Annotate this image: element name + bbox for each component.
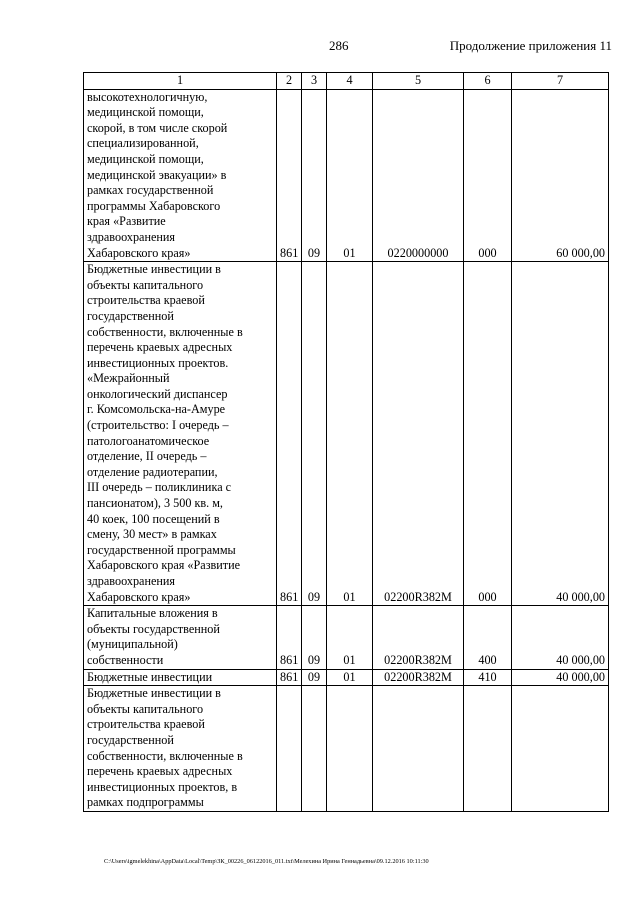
section-code-cell: 09 — [302, 606, 327, 669]
appendix-continuation-label: Продолжение приложения 11 — [449, 38, 612, 53]
table-row — [84, 686, 609, 812]
target-article-cell: 02200R382M — [373, 606, 464, 669]
description-line: собственности, включенные в — [87, 748, 243, 763]
target-article-cell: 02200R382M — [373, 669, 464, 686]
description-line: здравоохранения — [87, 229, 176, 244]
description-line: объекты государственной — [87, 621, 220, 636]
row-description — [84, 669, 277, 686]
subsection-code-cell — [327, 686, 373, 812]
admin-code-cell: 861 — [277, 669, 302, 686]
expense-type-cell: 400 — [464, 606, 512, 669]
section-code-cell: 09 — [302, 89, 327, 262]
table-row — [84, 262, 609, 606]
description-line: инвестиционных проектов. — [87, 355, 229, 370]
description-line: г. Комсомольска-на-Амуре — [87, 402, 226, 417]
description-line: «Межрайонный — [87, 371, 170, 386]
footer-file-path: C:\Users\igmelekhina\AppData\Local\Temp\ЗК_00226_06122016_011.txt\Мелехина Ирина Геннадьевна\09.12.2016 10:11:30 — [104, 858, 429, 865]
description-line: III очередь – поликлиника с — [87, 480, 232, 495]
description-line: Бюджетные инвестиции — [87, 669, 213, 684]
section-code-cell — [302, 686, 327, 812]
description-line: медицинской помощи, — [87, 105, 204, 120]
table-row — [84, 89, 609, 262]
description-line: инвестиционных проектов, в — [87, 779, 238, 794]
description-line: рамках подпрограммы — [87, 795, 204, 810]
section-code-cell: 09 — [302, 262, 327, 606]
description-line: онкологический диспансер — [87, 386, 228, 401]
subsection-code-cell: 01 — [327, 606, 373, 669]
column-header: 6 — [464, 73, 512, 90]
column-header: 7 — [512, 73, 609, 90]
amount-cell: 60 000,00 — [512, 89, 609, 262]
description-line: строительства краевой — [87, 717, 205, 732]
row-description — [84, 262, 277, 606]
description-line: 40 коек, 100 посещений в — [87, 511, 220, 526]
row-description — [84, 606, 277, 669]
description-line: Хабаровского края «Развитие — [87, 558, 241, 573]
table-row — [84, 606, 609, 669]
description-line: перечень краевых адресных — [87, 764, 233, 779]
description-line: собственности, включенные в — [87, 324, 243, 339]
description-line: объекты капитального — [87, 277, 204, 292]
description-line: пансионатом), 3 500 кв. м, — [87, 496, 223, 511]
expense-type-cell: 000 — [464, 89, 512, 262]
subsection-code-cell: 01 — [327, 89, 373, 262]
subsection-code-cell: 01 — [327, 669, 373, 686]
column-header: 4 — [327, 73, 373, 90]
subsection-code-cell: 01 — [327, 262, 373, 606]
description-line: медицинской эвакуации» в — [87, 167, 227, 182]
description-line: отделение, II очередь – — [87, 449, 207, 464]
section-code-cell: 09 — [302, 669, 327, 686]
table-header-row — [84, 73, 609, 90]
admin-code-cell — [277, 686, 302, 812]
budget-table — [83, 72, 609, 812]
description-line: Бюджетные инвестиции в — [87, 686, 221, 701]
description-line: специализированной, — [87, 136, 199, 151]
description-line: здравоохранения — [87, 574, 176, 588]
description-line: программы Хабаровского — [87, 198, 221, 213]
description-line: Хабаровского края» — [87, 589, 191, 604]
description-line: рамках государственной — [87, 183, 214, 198]
description-line: государственной программы — [87, 542, 236, 557]
target-article-cell: 02200R382M — [373, 262, 464, 606]
description-line: объекты капитального — [87, 701, 204, 716]
table-row — [84, 669, 609, 686]
description-line: собственности — [87, 652, 164, 667]
amount-cell: 40 000,00 — [512, 262, 609, 606]
description-line: края «Развитие — [87, 214, 166, 229]
expense-type-cell: 000 — [464, 262, 512, 606]
admin-code-cell: 861 — [277, 89, 302, 262]
description-line: медицинской помощи, — [87, 151, 204, 166]
description-line: Капитальные вложения в — [87, 606, 218, 621]
row-description — [84, 686, 277, 812]
column-header: 2 — [277, 73, 302, 90]
description-line: (строительство: I очередь – — [87, 418, 229, 433]
description-line: смену, 30 мест» в рамках — [87, 527, 217, 542]
description-line: государственной — [87, 308, 174, 323]
description-line: скорой, в том числе скорой — [87, 120, 228, 135]
column-header: 1 — [84, 73, 277, 90]
table-body — [84, 89, 609, 811]
expense-type-cell — [464, 686, 512, 812]
row-description — [84, 89, 277, 262]
amount-cell — [512, 686, 609, 812]
description-line: государственной — [87, 732, 174, 747]
description-line: (муниципальной) — [87, 637, 178, 652]
description-line: строительства краевой — [87, 293, 205, 308]
amount-cell: 40 000,00 — [512, 606, 609, 669]
expense-type-cell: 410 — [464, 669, 512, 686]
amount-cell: 40 000,00 — [512, 669, 609, 686]
description-line: Бюджетные инвестиции в — [87, 262, 221, 277]
page-number: 286 — [329, 38, 349, 53]
description-line: Хабаровского края» — [87, 245, 191, 260]
column-header: 3 — [302, 73, 327, 90]
description-line: отделение радиотерапии, — [87, 464, 218, 479]
description-line: перечень краевых адресных — [87, 340, 233, 355]
column-header: 5 — [373, 73, 464, 90]
target-article-cell: 0220000000 — [373, 89, 464, 262]
description-line: патологоанатомическое — [87, 433, 210, 448]
admin-code-cell: 861 — [277, 606, 302, 669]
target-article-cell — [373, 686, 464, 812]
description-line: высокотехнологичную, — [87, 89, 208, 104]
admin-code-cell: 861 — [277, 262, 302, 606]
